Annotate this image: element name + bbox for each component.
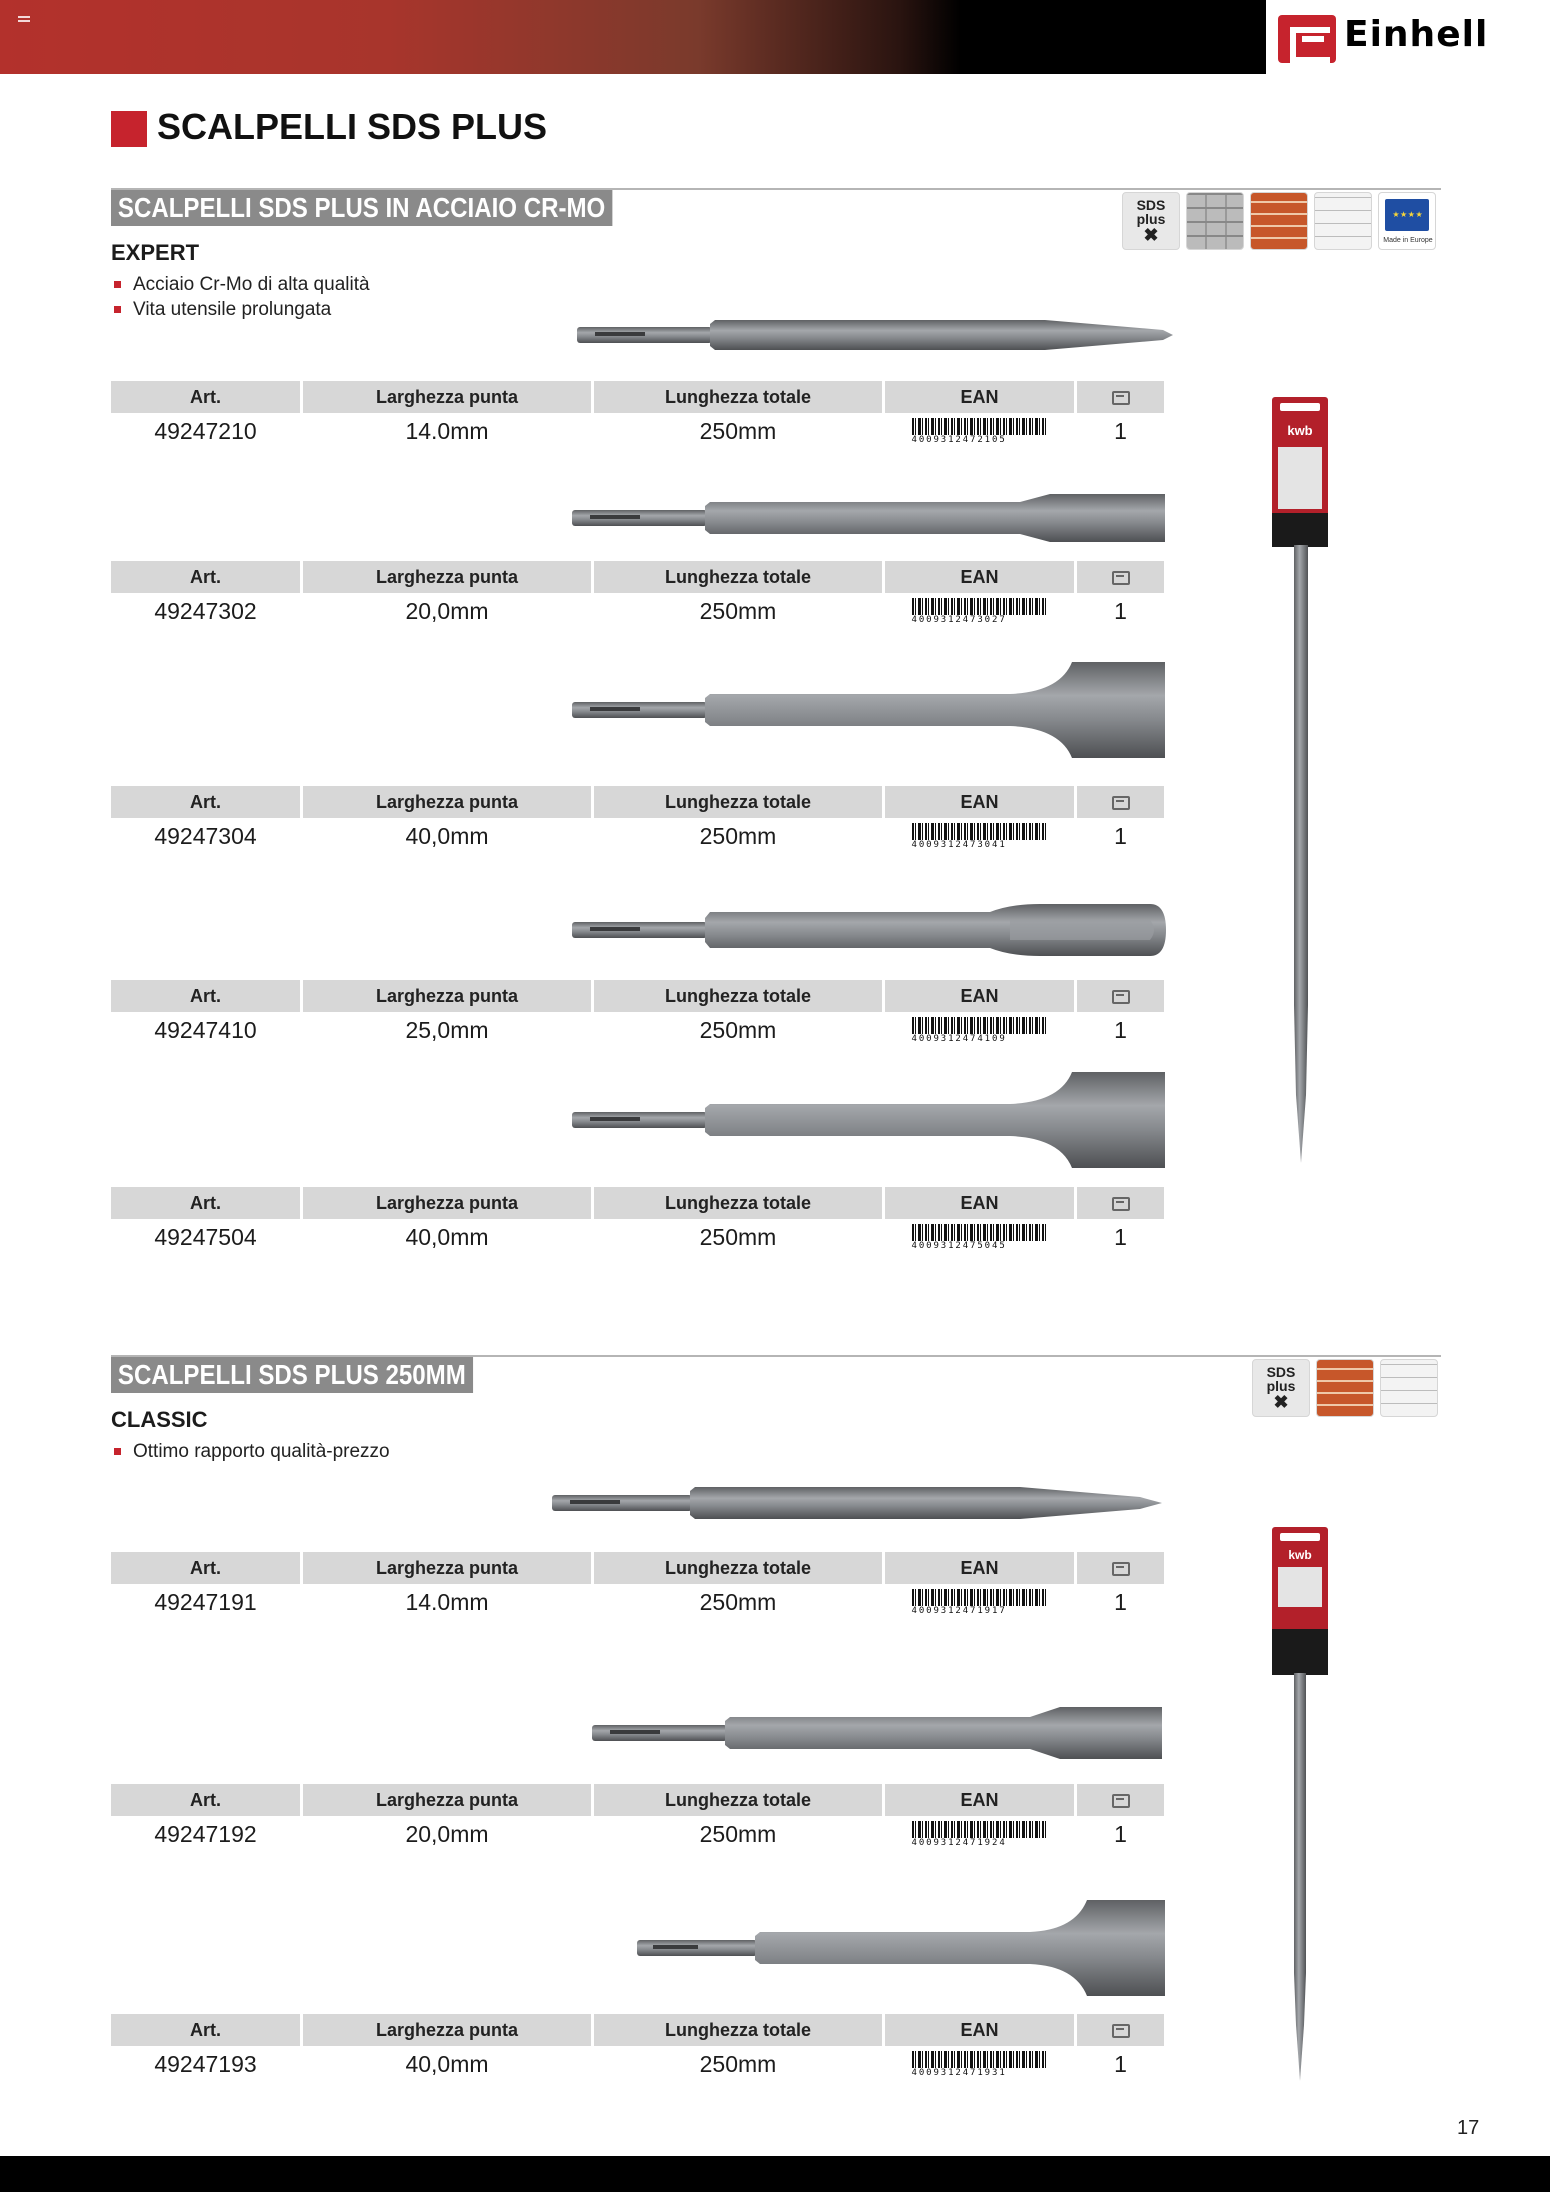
concrete-material-icon bbox=[1186, 192, 1244, 250]
ean-barcode: 4009312471924 bbox=[885, 1816, 1074, 1852]
tip-width: 20,0mm bbox=[405, 1821, 489, 1847]
package-icon bbox=[1112, 990, 1130, 1004]
art-number: 49247193 bbox=[154, 2051, 257, 2077]
application-badges bbox=[1252, 1359, 1438, 1417]
header-length: Lunghezza totale bbox=[594, 381, 882, 413]
eu-caption: Made in Europe bbox=[1383, 237, 1433, 244]
header-ean: EAN bbox=[885, 1552, 1074, 1584]
header-ean: EAN bbox=[885, 561, 1074, 593]
package-icon bbox=[1112, 796, 1130, 810]
chisel-pointed-image bbox=[575, 310, 1175, 360]
ean-barcode: 4009312474109 bbox=[885, 1012, 1074, 1048]
art-number: 49247192 bbox=[154, 1821, 257, 1847]
pack-quantity: 1 bbox=[1114, 1821, 1127, 1847]
table-header bbox=[111, 381, 1166, 413]
header-length: Lunghezza totale bbox=[594, 2014, 882, 2046]
feature-item: Ottimo rapporto qualità-prezzo bbox=[111, 1439, 390, 1464]
header-ean: EAN bbox=[885, 381, 1074, 413]
ean-barcode: 4009312472105 bbox=[885, 413, 1074, 449]
product-table bbox=[111, 786, 1166, 854]
header-length: Lunghezza totale bbox=[594, 1784, 882, 1816]
table-header bbox=[111, 1187, 1166, 1219]
product-table bbox=[111, 1784, 1166, 1852]
stone-material-icon bbox=[1314, 192, 1372, 250]
packaged-chisel-image bbox=[1270, 395, 1330, 1170]
header-art: Art. bbox=[111, 381, 300, 413]
header-width: Larghezza punta bbox=[303, 980, 591, 1012]
title-accent-square bbox=[111, 111, 147, 147]
chisel-flat-image bbox=[570, 490, 1170, 546]
table-header bbox=[111, 980, 1166, 1012]
stone-material-icon bbox=[1380, 1359, 1438, 1417]
table-row bbox=[111, 1584, 1166, 1620]
total-length: 250mm bbox=[699, 1589, 777, 1615]
ean-barcode: 4009312473041 bbox=[885, 818, 1074, 854]
pack-quantity: 1 bbox=[1114, 1589, 1127, 1615]
ean-barcode: 4009312471917 bbox=[885, 1584, 1074, 1620]
product-table bbox=[111, 561, 1166, 629]
logo-mark-icon bbox=[1278, 15, 1336, 63]
pack-quantity: 1 bbox=[1114, 598, 1127, 624]
package-icon bbox=[1112, 571, 1130, 585]
header-art: Art. bbox=[111, 980, 300, 1012]
header-width: Larghezza punta bbox=[303, 1552, 591, 1584]
header-art: Art. bbox=[111, 1784, 300, 1816]
header-width: Larghezza punta bbox=[303, 561, 591, 593]
table-row bbox=[111, 1219, 1166, 1255]
header-art: Art. bbox=[111, 786, 300, 818]
total-length: 250mm bbox=[699, 418, 777, 444]
header-length: Lunghezza totale bbox=[594, 1187, 882, 1219]
art-number: 49247302 bbox=[154, 598, 257, 624]
chisel-flat-image bbox=[590, 1705, 1170, 1761]
header-art: Art. bbox=[111, 1552, 300, 1584]
chisel-pointed-image bbox=[550, 1483, 1170, 1523]
table-row bbox=[111, 2046, 1166, 2082]
pack-quantity: 1 bbox=[1114, 823, 1127, 849]
header-ean: EAN bbox=[885, 1187, 1074, 1219]
header-ean: EAN bbox=[885, 2014, 1074, 2046]
table-header bbox=[111, 1552, 1166, 1584]
badge-sds-label: SDS bbox=[1136, 197, 1166, 213]
pack-quantity: 1 bbox=[1114, 1224, 1127, 1250]
packaging-label: kwb bbox=[1288, 1548, 1312, 1562]
chisel-wide-image bbox=[570, 660, 1170, 760]
badge-plus-label: plus bbox=[1266, 1378, 1296, 1394]
section-subtitle: CLASSIC bbox=[111, 1407, 208, 1432]
header-length: Lunghezza totale bbox=[594, 1552, 882, 1584]
header-pack bbox=[1077, 1784, 1164, 1816]
packaged-chisel-image bbox=[1270, 1525, 1330, 2085]
brick-material-icon bbox=[1316, 1359, 1374, 1417]
tip-width: 40,0mm bbox=[405, 823, 489, 849]
product-table bbox=[111, 1552, 1166, 1620]
page-title: SCALPELLI SDS PLUS bbox=[157, 106, 548, 147]
package-icon bbox=[1112, 1794, 1130, 1808]
chisel-wide-image bbox=[635, 1898, 1170, 1998]
header-pack bbox=[1077, 561, 1164, 593]
sds-plus-badge-icon: SDS plus ✖ bbox=[1252, 1359, 1310, 1417]
ean-barcode: 4009312471931 bbox=[885, 2046, 1074, 2082]
tip-width: 20,0mm bbox=[405, 598, 489, 624]
pack-quantity: 1 bbox=[1114, 2051, 1127, 2077]
header-pack bbox=[1077, 1187, 1164, 1219]
footer-bar bbox=[0, 2156, 1550, 2192]
application-badges bbox=[1122, 192, 1436, 250]
table-header bbox=[111, 561, 1166, 593]
badge-sds-label: SDS bbox=[1266, 1364, 1296, 1380]
header-ean: EAN bbox=[885, 980, 1074, 1012]
pack-quantity: 1 bbox=[1114, 1017, 1127, 1043]
table-row bbox=[111, 818, 1166, 854]
header-length: Lunghezza totale bbox=[594, 786, 882, 818]
section-subtitle: EXPERT bbox=[111, 240, 200, 265]
tip-width: 40,0mm bbox=[405, 2051, 489, 2077]
total-length: 250mm bbox=[699, 1224, 777, 1250]
ean-barcode: 4009312475045 bbox=[885, 1219, 1074, 1255]
badge-plus-label: plus bbox=[1136, 211, 1166, 227]
feature-item: Acciaio Cr-Mo di alta qualità bbox=[111, 272, 370, 297]
section-tag: SCALPELLI SDS PLUS IN ACCIAIO CR-MO bbox=[111, 190, 612, 226]
feature-list bbox=[111, 1439, 390, 1464]
tip-width: 40,0mm bbox=[405, 1224, 489, 1250]
logo-text: Einhell bbox=[1344, 14, 1489, 55]
art-number: 49247410 bbox=[154, 1017, 257, 1043]
art-number: 49247191 bbox=[154, 1589, 257, 1615]
product-table bbox=[111, 2014, 1166, 2082]
product-table bbox=[111, 1187, 1166, 1255]
section-tag: SCALPELLI SDS PLUS 250MM bbox=[111, 1357, 473, 1393]
header-pack bbox=[1077, 2014, 1164, 2046]
header-art: Art. bbox=[111, 2014, 300, 2046]
package-icon bbox=[1112, 1562, 1130, 1576]
sds-plus-badge-icon: SDS plus ✖ bbox=[1122, 192, 1180, 250]
pack-quantity: 1 bbox=[1114, 418, 1127, 444]
package-icon bbox=[1112, 2024, 1130, 2038]
tip-width: 25,0mm bbox=[405, 1017, 489, 1043]
made-in-europe-icon: ★ ★ ★ ★ Made in Europe bbox=[1378, 192, 1436, 250]
header-art: Art. bbox=[111, 1187, 300, 1219]
table-header bbox=[111, 1784, 1166, 1816]
total-length: 250mm bbox=[699, 1017, 777, 1043]
page-number: 17 bbox=[1457, 2117, 1480, 2139]
product-table bbox=[111, 980, 1166, 1048]
tip-width: 14.0mm bbox=[405, 1589, 489, 1615]
header-width: Larghezza punta bbox=[303, 1187, 591, 1219]
package-icon bbox=[1112, 391, 1130, 405]
feature-item: Vita utensile prolungata bbox=[111, 297, 370, 322]
chisel-wide-image bbox=[570, 1070, 1170, 1170]
total-length: 250mm bbox=[699, 598, 777, 624]
total-length: 250mm bbox=[699, 823, 777, 849]
header-ean: EAN bbox=[885, 786, 1074, 818]
header-width: Larghezza punta bbox=[303, 381, 591, 413]
tip-width: 14.0mm bbox=[405, 418, 489, 444]
table-row bbox=[111, 1816, 1166, 1852]
art-number: 49247210 bbox=[154, 418, 257, 444]
header-pack bbox=[1077, 786, 1164, 818]
art-number: 49247304 bbox=[154, 823, 257, 849]
ean-barcode: 4009312473027 bbox=[885, 593, 1074, 629]
header-pack bbox=[1077, 1552, 1164, 1584]
header-width: Larghezza punta bbox=[303, 786, 591, 818]
total-length: 250mm bbox=[699, 2051, 777, 2077]
table-header bbox=[111, 2014, 1166, 2046]
menu-icon[interactable] bbox=[18, 16, 30, 26]
header-pack bbox=[1077, 980, 1164, 1012]
product-table bbox=[111, 381, 1166, 449]
brand-logo[interactable] bbox=[1266, 0, 1550, 74]
header-length: Lunghezza totale bbox=[594, 980, 882, 1012]
art-number: 49247504 bbox=[154, 1224, 257, 1250]
header-width: Larghezza punta bbox=[303, 1784, 591, 1816]
header-bar bbox=[0, 0, 1550, 74]
table-row bbox=[111, 593, 1166, 629]
brick-material-icon bbox=[1250, 192, 1308, 250]
header-ean: EAN bbox=[885, 1784, 1074, 1816]
table-header bbox=[111, 786, 1166, 818]
header-width: Larghezza punta bbox=[303, 2014, 591, 2046]
total-length: 250mm bbox=[699, 1821, 777, 1847]
chisel-gouge-image bbox=[570, 900, 1170, 960]
header-pack bbox=[1077, 381, 1164, 413]
table-row bbox=[111, 1012, 1166, 1048]
package-icon bbox=[1112, 1197, 1130, 1211]
header-art: Art. bbox=[111, 561, 300, 593]
feature-list bbox=[111, 272, 370, 322]
packaging-label: kwb bbox=[1287, 423, 1313, 438]
header-length: Lunghezza totale bbox=[594, 561, 882, 593]
table-row bbox=[111, 413, 1166, 449]
